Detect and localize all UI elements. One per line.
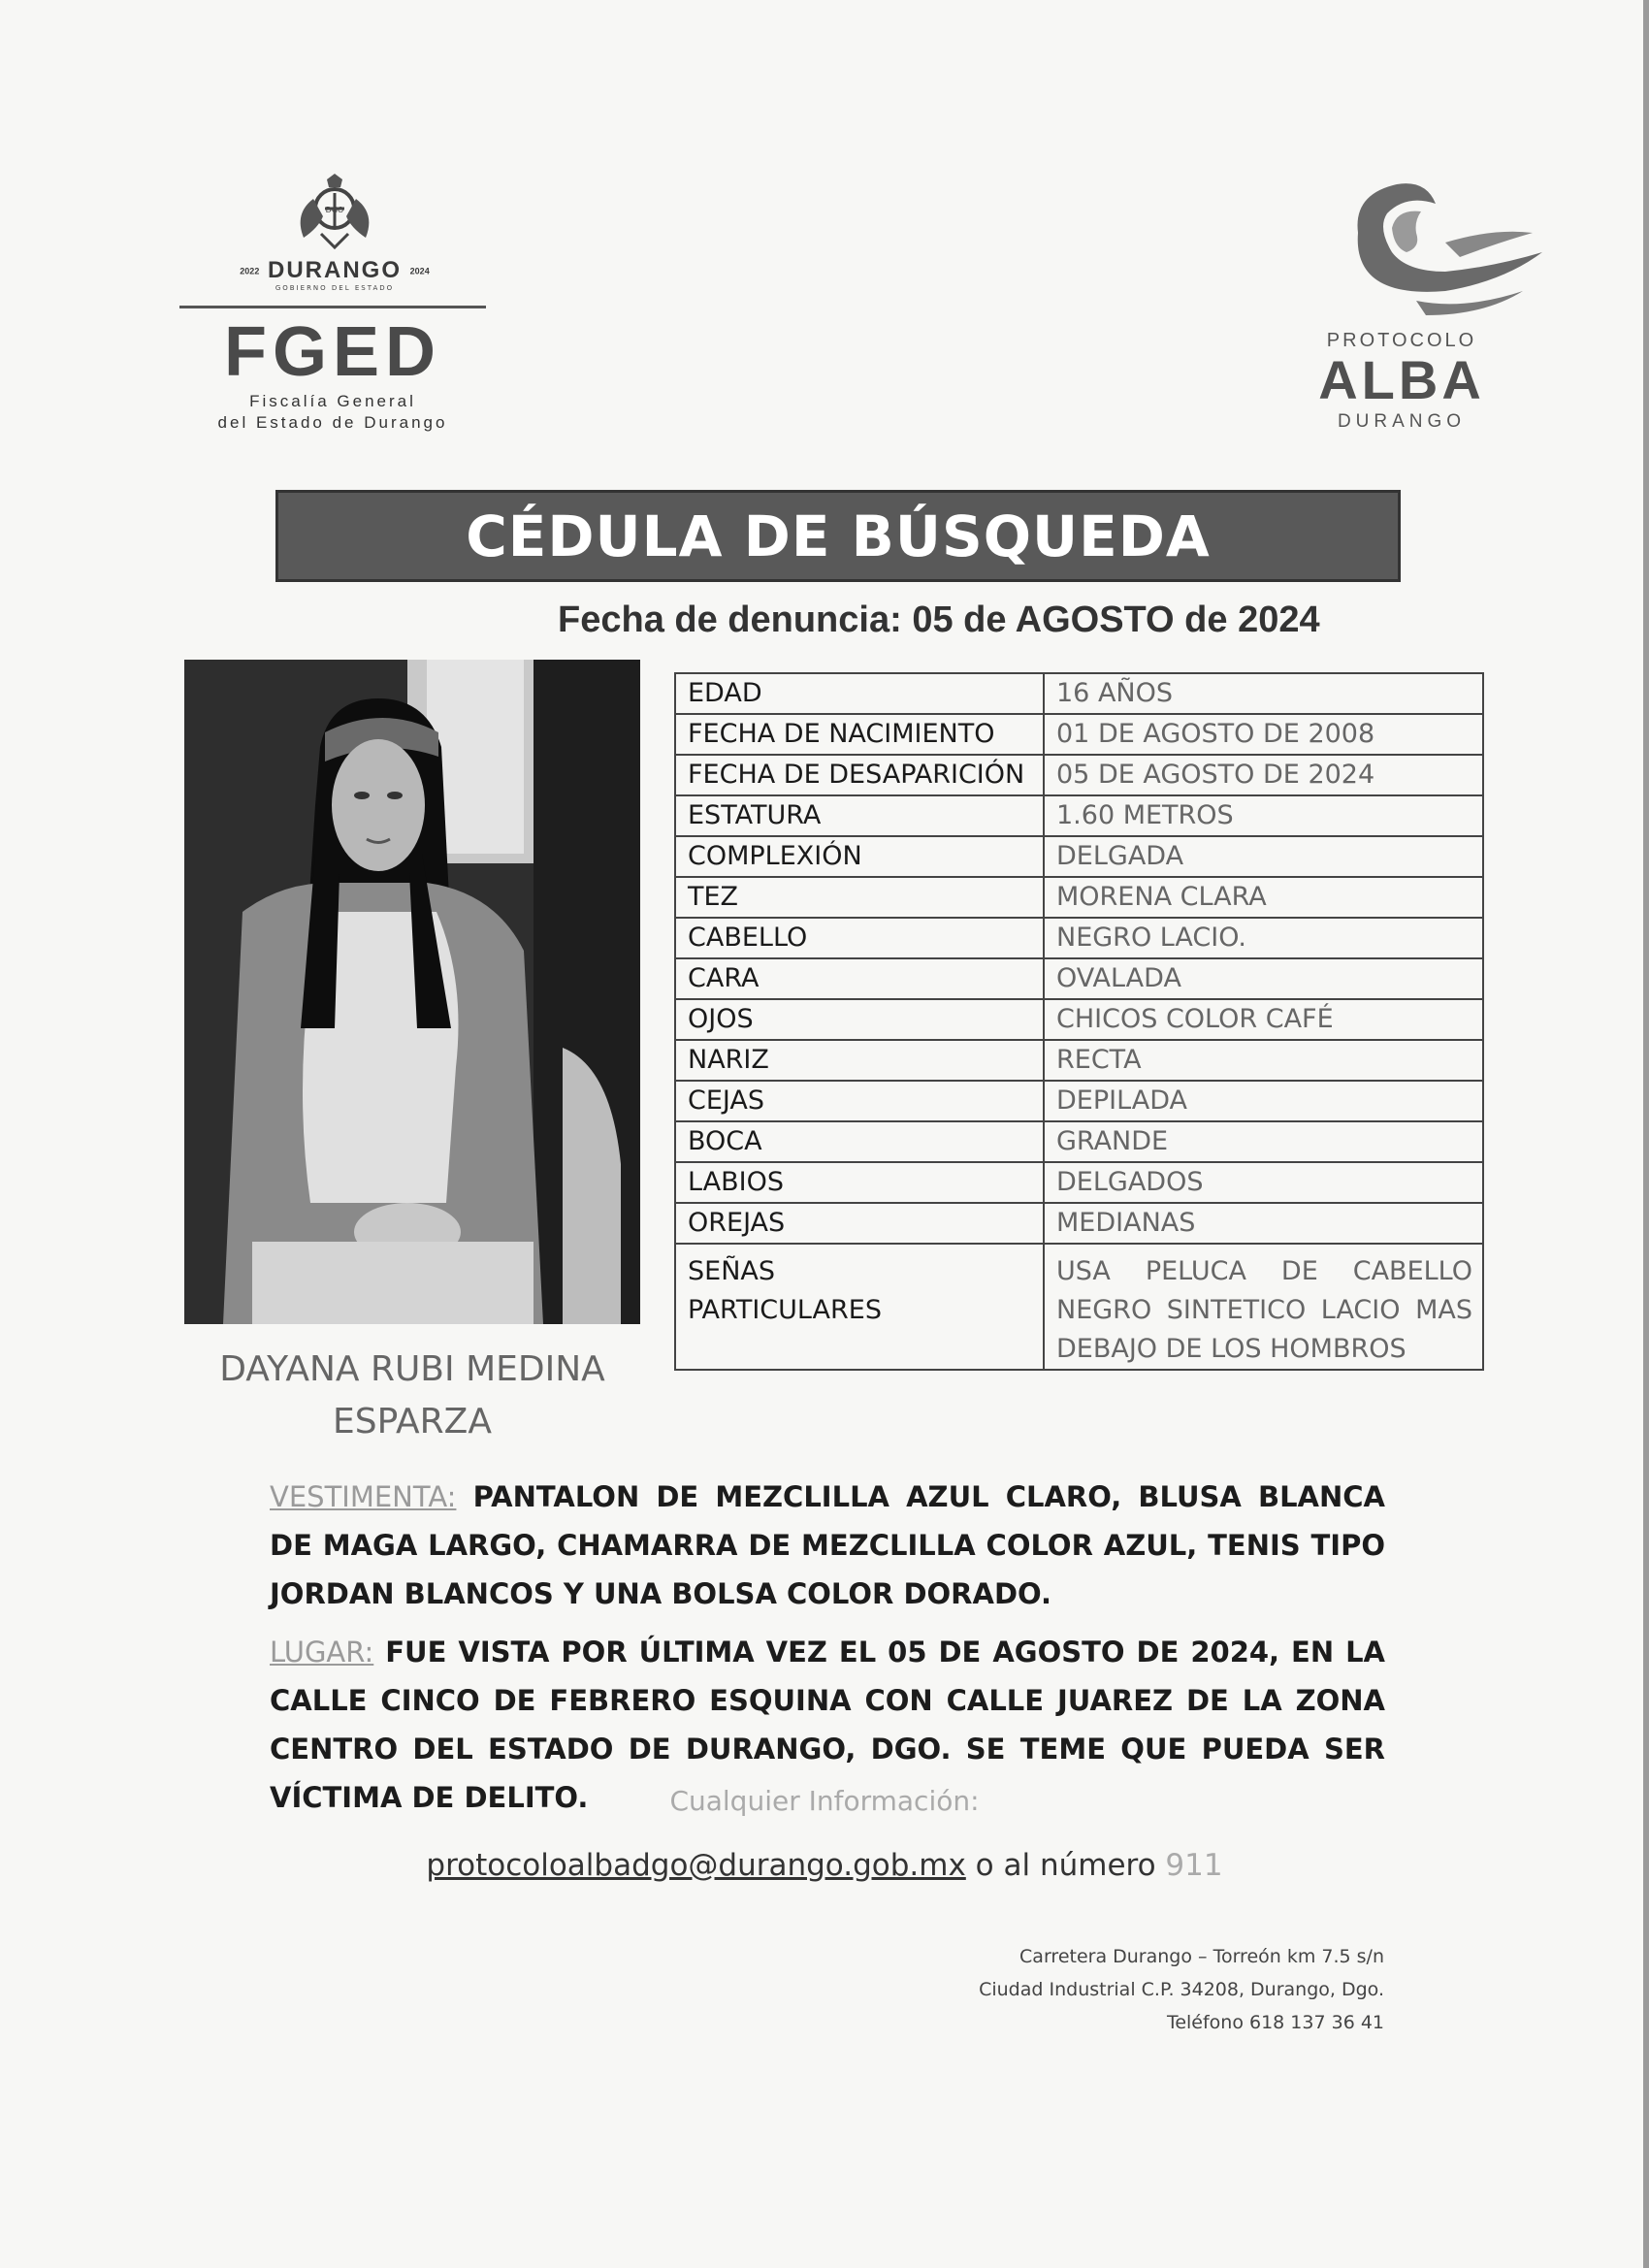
address-line-1: Carretera Durango – Torreón km 7.5 s/n (1019, 1946, 1384, 1967)
details-key: CABELLO (675, 918, 1044, 958)
details-row (675, 673, 1483, 714)
years-right: 2024 (409, 266, 430, 276)
years-left: 2022 (240, 266, 260, 276)
details-value: OVALADA (1044, 958, 1483, 999)
details-row (675, 836, 1483, 877)
details-key: CARA (675, 958, 1044, 999)
alba-state: DURANGO (1337, 411, 1467, 432)
details-row (675, 1040, 1483, 1081)
details-key: TEZ (675, 877, 1044, 918)
details-value: GRANDE (1044, 1121, 1483, 1162)
details-key: EDAD (675, 673, 1044, 714)
senas-key (675, 1244, 1044, 1370)
durango-wordmark (179, 257, 490, 284)
details-value: MORENA CLARA (1044, 877, 1483, 918)
details-table-body (675, 673, 1483, 1370)
fecha-denuncia (558, 599, 1431, 641)
lugar-text: FUE VISTA POR ÚLTIMA VEZ EL 05 DE AGOSTO DE 2024, EN LA CALLE CINCO DE FEBRERO ESQUINA CON CALLE JUAREZ DE LA ZONA CENTRO DEL ESTADO DE DURANGO, DGO. SE TEME QUE PUEDA SER VÍCTIMA DE DELITO. (270, 1636, 1385, 1814)
details-row (675, 918, 1483, 958)
details-key: ESTATURA (675, 795, 1044, 836)
address-line-3: Teléfono 618 137 36 41 (1166, 2012, 1384, 2033)
details-key: NARIZ (675, 1040, 1044, 1081)
details-table (674, 672, 1484, 1371)
office-address (873, 1940, 1384, 2039)
missing-person-photo (184, 660, 640, 1324)
details-value: 16 AÑOS (1044, 673, 1483, 714)
seal-text: DGO (325, 206, 344, 214)
vestimenta-label: VESTIMENTA: (270, 1480, 457, 1513)
details-value: CHICOS COLOR CAFÉ (1044, 999, 1483, 1040)
title-band (275, 490, 1401, 582)
details-row (675, 1121, 1483, 1162)
vestimenta-paragraph (270, 1473, 1385, 1618)
details-row (675, 1203, 1483, 1244)
alba-protocolo-text: PROTOCOLO (1326, 330, 1477, 351)
durango-text: DURANGO (268, 257, 402, 283)
fged-logo (179, 160, 490, 441)
details-value: 1.60 METROS (1044, 795, 1483, 836)
fged-subtitle-line-2: del Estado de Durango (217, 413, 448, 432)
address-line-2: Ciudad Industrial C.P. 34208, Durango, Dgo. (979, 1979, 1384, 2000)
lugar-label: LUGAR: (270, 1636, 374, 1669)
details-row (675, 1081, 1483, 1121)
fged-acronym: FGED (223, 313, 441, 391)
details-key: OREJAS (675, 1203, 1044, 1244)
page-title: CÉDULA DE BÚSQUEDA (466, 502, 1211, 569)
details-value: RECTA (1044, 1040, 1483, 1081)
alba-logo (1280, 175, 1533, 437)
alba-name: ALBA (1318, 349, 1485, 410)
senas-value: USA PELUCA DE CABELLO NEGRO SINTETICO LACIO MAS DEBAJO DE LOS HOMBROS (1044, 1244, 1483, 1370)
details-value: 01 DE AGOSTO DE 2008 (1044, 714, 1483, 755)
fged-subtitle (179, 391, 486, 434)
details-value: DEPILADA (1044, 1081, 1483, 1121)
person-name-line-2: ESPARZA (333, 1402, 492, 1442)
details-value: 05 DE AGOSTO DE 2024 (1044, 755, 1483, 795)
details-key: BOCA (675, 1121, 1044, 1162)
details-value: DELGADA (1044, 836, 1483, 877)
senas-key-line-1: SEÑAS (688, 1256, 776, 1286)
photo-illustration (184, 660, 640, 1324)
details-value: DELGADOS (1044, 1162, 1483, 1203)
details-value: MEDIANAS (1044, 1203, 1483, 1244)
fecha-denuncia-label: Fecha de denuncia: (558, 599, 902, 640)
details-row (675, 795, 1483, 836)
details-row (675, 877, 1483, 918)
durango-seal-icon (284, 170, 385, 251)
fecha-denuncia-value: 05 de AGOSTO de 2024 (912, 599, 1320, 640)
details-row-senas (675, 1244, 1483, 1370)
details-key: COMPLEXIÓN (675, 836, 1044, 877)
alba-woman-profile-icon (1300, 175, 1552, 330)
details-key: FECHA DE NACIMIENTO (675, 714, 1044, 755)
vestimenta-text: PANTALON DE MEZCLILLA AZUL CLARO, BLUSA BLANCA DE MAGA LARGO, CHAMARRA DE MEZCLILLA COLOR AZUL, TENIS TIPO JORDAN BLANCOS Y UNA BOLSA COLOR DORADO. (270, 1480, 1385, 1610)
details-key: OJOS (675, 999, 1044, 1040)
details-key: LABIOS (675, 1162, 1044, 1203)
contact-line (0, 1848, 1649, 1883)
person-name (155, 1344, 669, 1448)
details-value: NEGRO LACIO. (1044, 918, 1483, 958)
contact-connector: o al número (975, 1848, 1156, 1883)
contact-phone-number: 911 (1165, 1848, 1223, 1883)
person-name-line-1: DAYANA RUBI MEDINA (219, 1349, 605, 1389)
fged-divider (179, 306, 486, 308)
details-row (675, 755, 1483, 795)
details-key: FECHA DE DESAPARICIÓN (675, 755, 1044, 795)
senas-key-line-2: PARTICULARES (688, 1295, 882, 1325)
gobierno-text: GOBIERNO DEL ESTADO (275, 284, 395, 292)
info-label: Cualquier Información: (669, 1785, 980, 1817)
details-row (675, 999, 1483, 1040)
details-row (675, 958, 1483, 999)
contact-email-link[interactable]: protocoloalbadgo@durango.gob.mx (426, 1848, 966, 1883)
details-row (675, 1162, 1483, 1203)
fged-subtitle-line-1: Fiscalía General (249, 392, 416, 410)
details-row (675, 714, 1483, 755)
details-key: CEJAS (675, 1081, 1044, 1121)
